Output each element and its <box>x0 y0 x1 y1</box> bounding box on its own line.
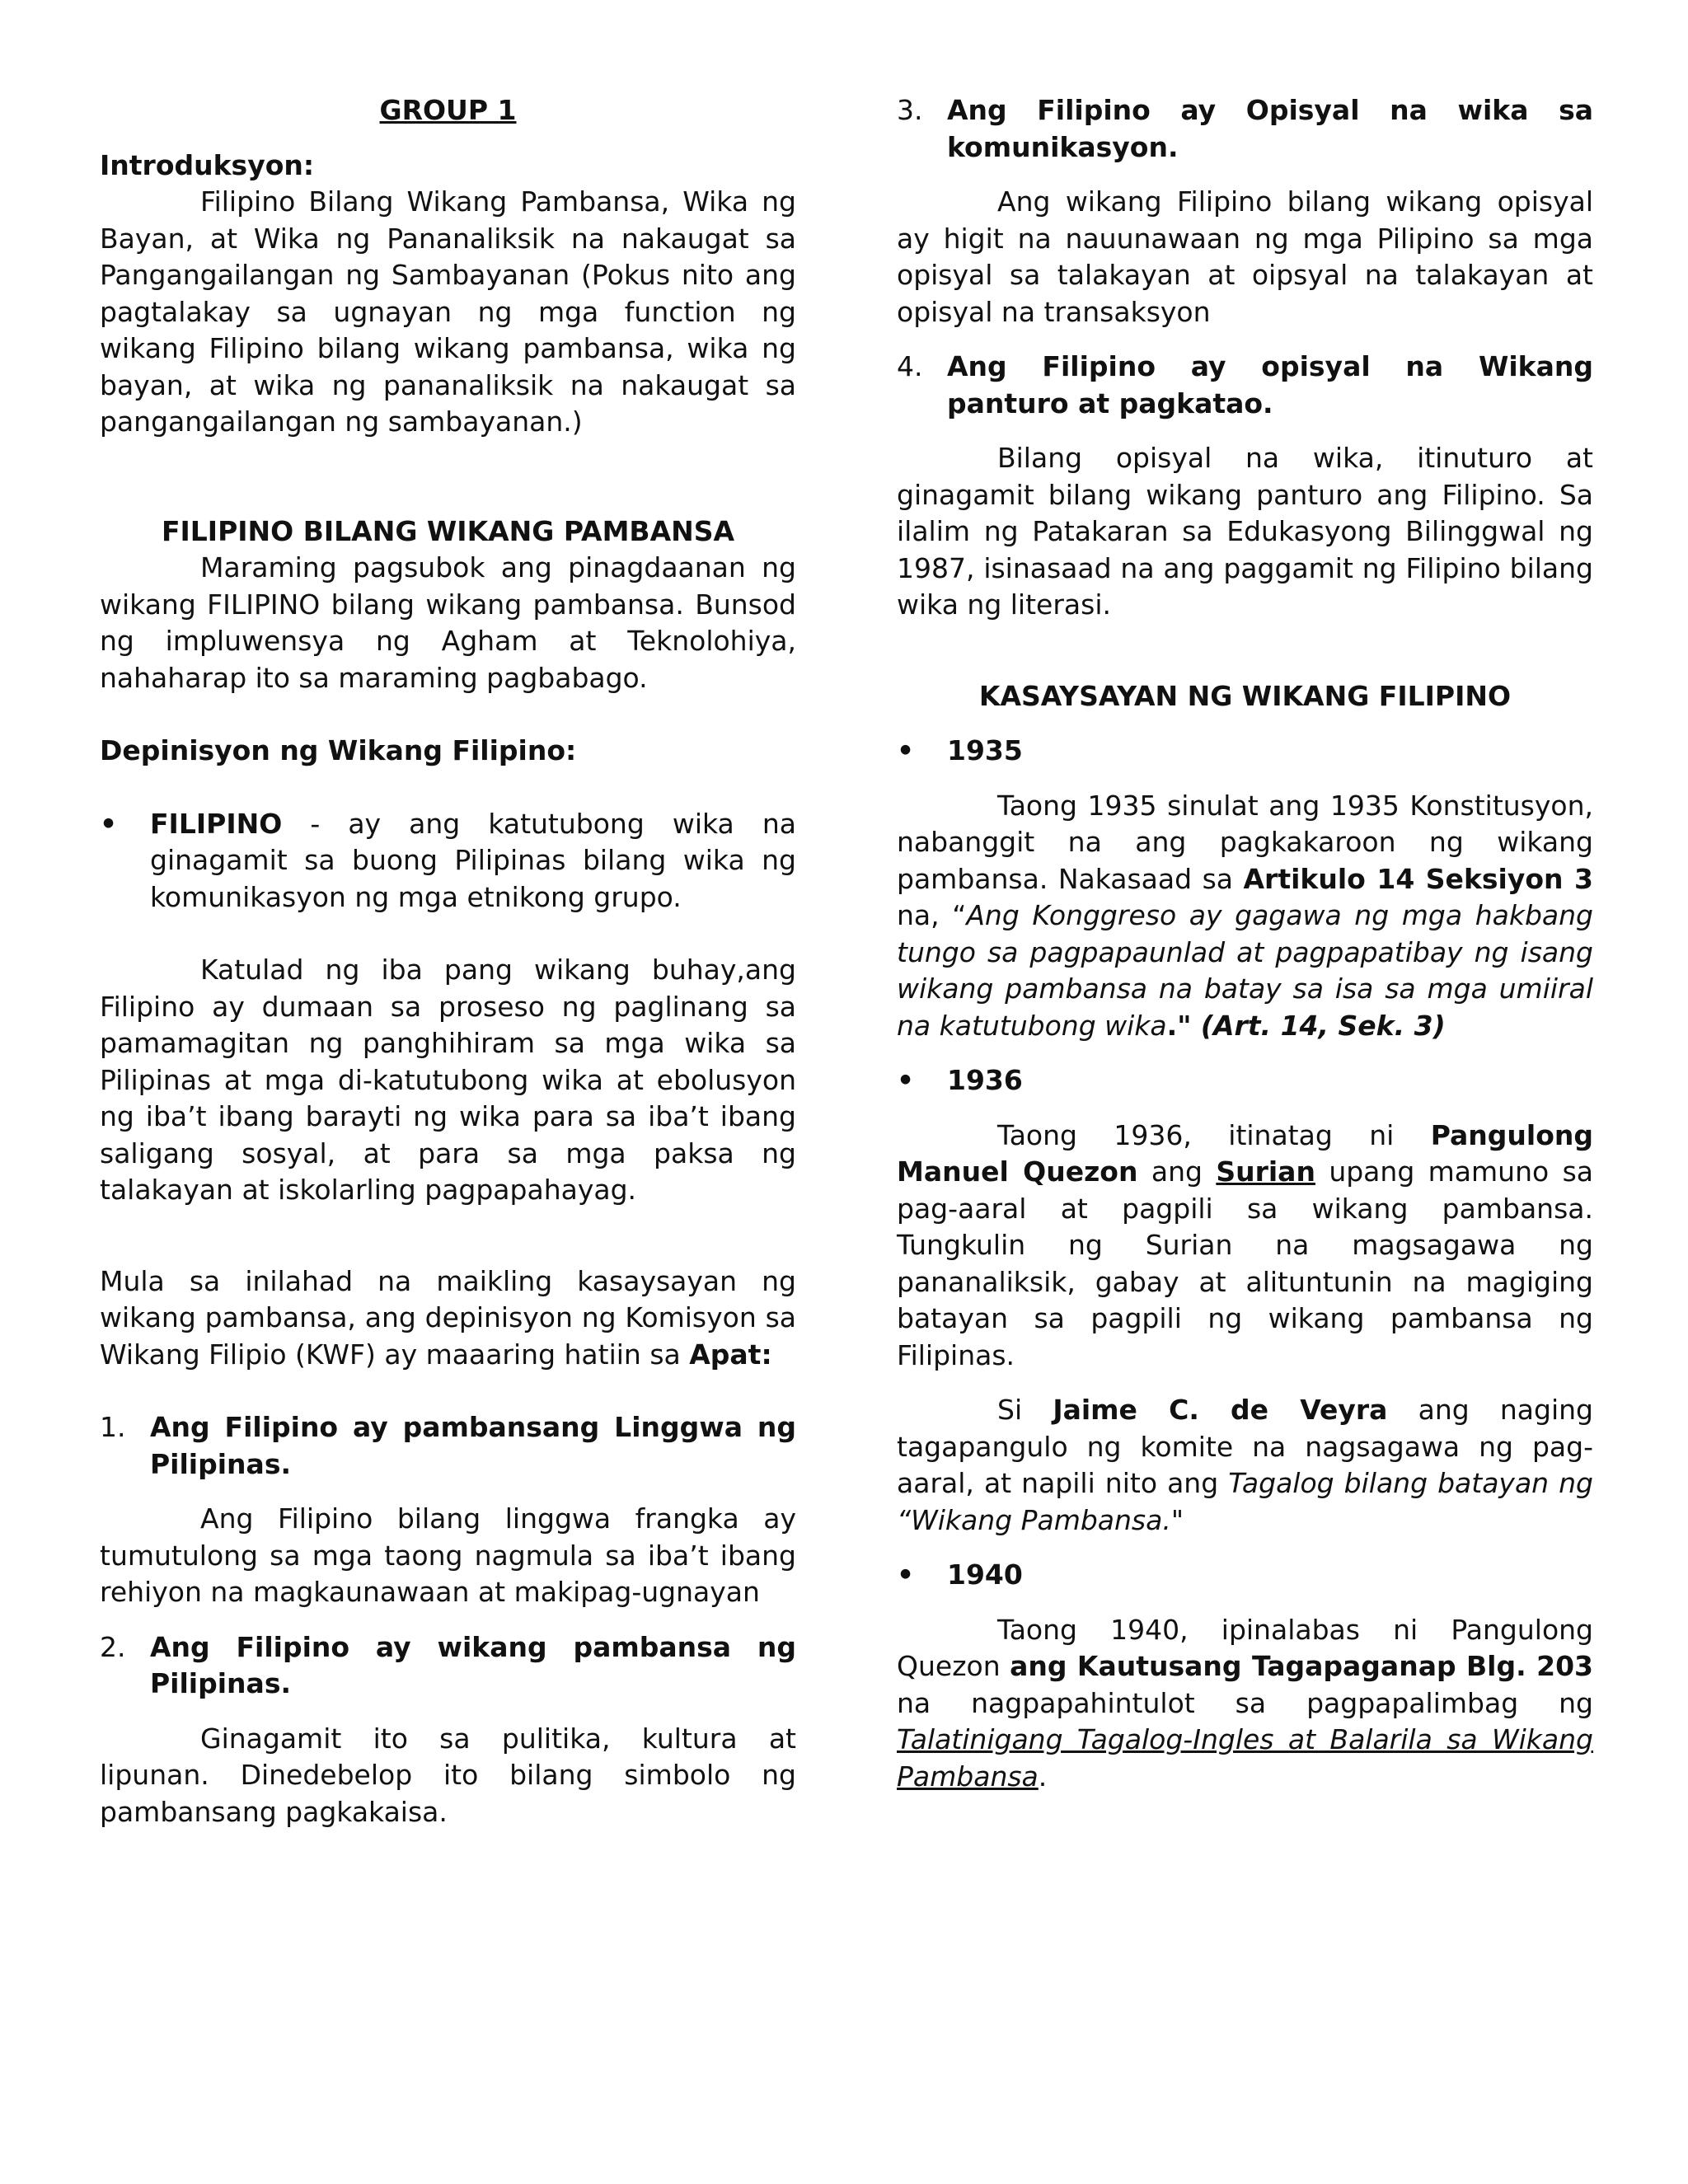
item-2-paragraph: Ginagamit ito sa pulitika, kultura at lipunan. Dinedebelop ito bilang simbolo ng pambansang pagkakaisa. <box>100 1722 796 1828</box>
bullet-icon: • <box>897 1558 915 1591</box>
year-1936-label: 1936 <box>947 1064 1023 1096</box>
item-1 <box>100 1409 796 1483</box>
bullet-icon: • <box>897 734 915 766</box>
bullet-icon: • <box>100 807 118 840</box>
section-heading: FILIPINO BILANG WIKANG PAMBANSA <box>161 514 735 547</box>
intro-heading: Introduksyon: <box>100 148 315 181</box>
item-3 <box>897 92 1593 166</box>
definition-term: FILIPINO <box>150 807 283 840</box>
paragraph-1940: Taong 1940, ipinalabas ni Pangulong Quezon ang Kautusang Tagapaganap Blg. 203 na nagpapahintulot sa pagpapalimbag ng Talatinigang Tagalog-Ingles at Balarila sa Wikang Pambansa. <box>897 1613 1593 1793</box>
item-3-number: 3. <box>897 94 923 126</box>
paragraph-1936: Taong 1936, itinatag ni Pangulong Manuel Quezon ang Surian upang mamuno sa pag-aaral at pagpili sa wikang pambansa. Tungkulin ng Surian na magsagawa ng pananaliksik, gabay at alituntunin na magiging batayan sa pagpili ng wikang pambansa ng Filipinas. <box>897 1118 1593 1371</box>
definition-heading: Depinisyon ng Wikang Filipino: <box>100 734 577 766</box>
item-1-title: Ang Filipino ay pambansang Linggwa ng Pilipinas. <box>150 1411 796 1480</box>
item-1-paragraph: Ang Filipino bilang linggwa frangka ay tumutulong sa mga taong nagmula sa iba’t ibang rehiyon na magkaunawaan at makipag-ugnayan <box>100 1502 796 1608</box>
item-4 <box>897 349 1593 422</box>
paragraph-1936-veyra: Si Jaime C. de Veyra ang naging tagapangulo ng komite na nagsagawa ng pag-aaral, at napili nito ang Tagalog bilang batayan ng “Wikang Pambansa." <box>897 1394 1593 1536</box>
item-4-number: 4. <box>897 350 923 382</box>
paragraph-1935: Taong 1935 sinulat ang 1935 Konstitusyon, nabanggit na ang pagkakaroon ng wikang pambansa. Nakasaad sa Artikulo 14 Seksiyon 3 na, “Ang Konggreso ay gagawa ng mga hakbang tungo sa pagpapaunlad at pagpapatibay ng isang wikang pambansa na batay sa isa sa mga umiiral na katutubong wika." (Art. 14, Sek. 3) <box>897 789 1594 1042</box>
bullet-icon: • <box>897 1064 915 1096</box>
year-1936 <box>897 1062 1593 1099</box>
group-title: GROUP 1 <box>379 94 517 126</box>
item-2-number: 2. <box>100 1630 126 1663</box>
left-column <box>100 92 796 1830</box>
item-4-paragraph: Bilang opisyal na wika, itinuturo at ginagamit bilang wikang panturo ang Filipino. Sa ilalim ng Patakaran sa Edukasyong Bilinggwal ng 1987, isinasaad na ang paggamit ng Filipino bilang wika ng literasi. <box>897 442 1593 621</box>
item-4-title: Ang Filipino ay opisyal na Wikang panturo at pagkatao. <box>947 350 1593 419</box>
definition-item <box>100 806 796 916</box>
year-1940 <box>897 1557 1593 1594</box>
mula-paragraph: Mula sa inilahad na maikling kasaysayan ng wikang pambansa, ang depinisyon ng Komisyon sa Wikang Filipio (KWF) ay maaaring hatiin sa Apat: <box>100 1264 796 1371</box>
section-paragraph: Maraming pagsubok ang pinagdaanan ng wikang FILIPINO bilang wikang pambansa. Bunsod ng impluwensya ng Agham at Teknolohiya, nahaharap ito sa maraming pagbabago. <box>100 551 796 694</box>
right-column <box>897 92 1593 1795</box>
item-2-title: Ang Filipino ay wikang pambansa ng Pilipinas. <box>150 1630 796 1699</box>
item-3-title: Ang Filipino ay Opisyal na wika sa komunikasyon. <box>947 94 1593 163</box>
item-3-paragraph: Ang wikang Filipino bilang wikang opisyal ay higit na nauunawaan ng mga Pilipino sa mga opisyal sa talakayan at oipsyal na talakayan at opisyal na transaksyon <box>897 185 1593 328</box>
year-1935-label: 1935 <box>947 734 1023 766</box>
definition-text: - ay ang katutubong wika na ginagamit sa buong Pilipinas bilang wika ng komunikasyon ng mga etnikong grupo. <box>150 807 796 913</box>
history-heading: KASAYSAYAN NG WIKANG FILIPINO <box>978 679 1512 712</box>
item-1-number: 1. <box>100 1411 126 1443</box>
katulad-paragraph: Katulad ng iba pang wikang buhay,ang Filipino ay dumaan sa proseso ng paglinang sa pamamagitan ng panghihiram sa mga wika sa Pilipinas at mga di-katutubong wika at ebolusyon ng iba’t ibang barayti ng wika para sa iba’t ibang saligang sosyal, at para sa mga paksa ng talakayan at iskolarling pagpapahayag. <box>100 954 796 1206</box>
year-1940-label: 1940 <box>947 1558 1023 1591</box>
item-2 <box>100 1629 796 1703</box>
year-1935 <box>897 733 1593 770</box>
intro-paragraph: Filipino Bilang Wikang Pambansa, Wika ng Bayan, at Wika ng Pananaliksik na nakaugat sa Pangangailangan ng Sambayanan (Pokus nito ang pagtalakay sa ugnayan ng mga function ng wikang Filipino bilang wikang pambansa, wika ng bayan, at wika ng pananaliksik na nakaugat sa pangangailangan ng sambayanan.) <box>100 185 796 438</box>
